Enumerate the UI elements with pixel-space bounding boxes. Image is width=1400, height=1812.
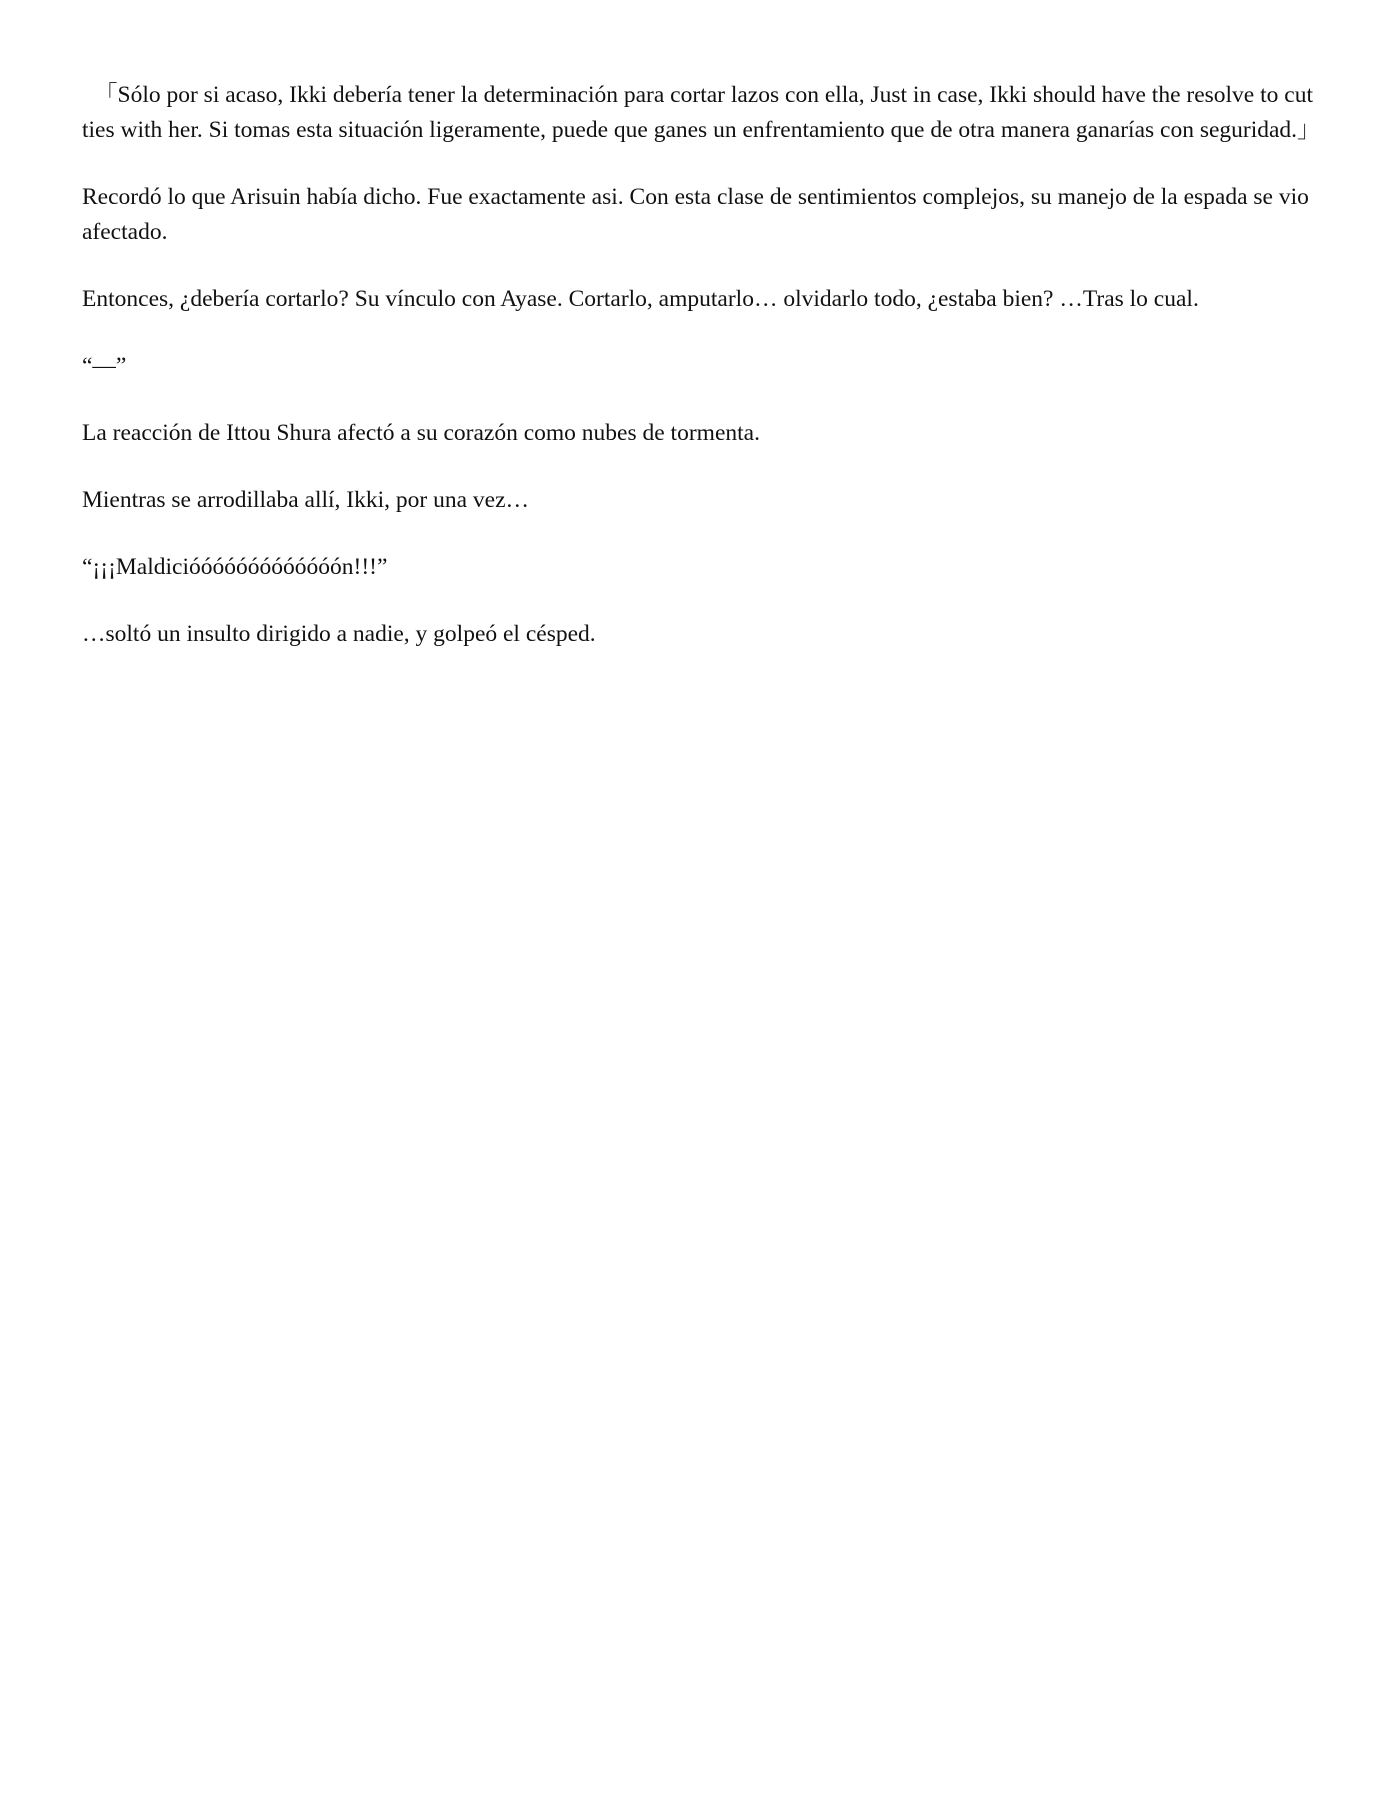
paragraph-1: 「Sólo por si acaso, Ikki debería tener la determinación para cortar lazos con ella, Just in case, Ikki should have the resolve to cut ties with her. Si tomas esta situación ligeramente, puede que ganes un enfrentamiento que de otra manera ganarías con seguridad.」 xyxy=(82,82,1321,143)
text-body xyxy=(82,78,1321,684)
paragraph-7: “¡¡¡Maldicióóóóóóóóóóóóón!!!” xyxy=(82,554,388,580)
paragraph-6: Mientras se arrodillaba allí, Ikki, por una vez… xyxy=(82,487,530,513)
paragraph-4: “—” xyxy=(82,353,127,379)
paragraph-2: Recordó lo que Arisuin había dicho. Fue exactamente asi. Con esta clase de sentimientos complejos, su manejo de la espada se vio afectado. xyxy=(82,184,1309,245)
paragraph-5: La reacción de Ittou Shura afectó a su corazón como nubes de tormenta. xyxy=(82,420,760,446)
paragraph-8: …soltó un insulto dirigido a nadie, y golpeó el césped. xyxy=(82,621,596,647)
paragraph-3: Entonces, ¿debería cortarlo? Su vínculo con Ayase. Cortarlo, amputarlo… olvidarlo todo, ¿estaba bien? …Tras lo cual. xyxy=(82,286,1199,312)
